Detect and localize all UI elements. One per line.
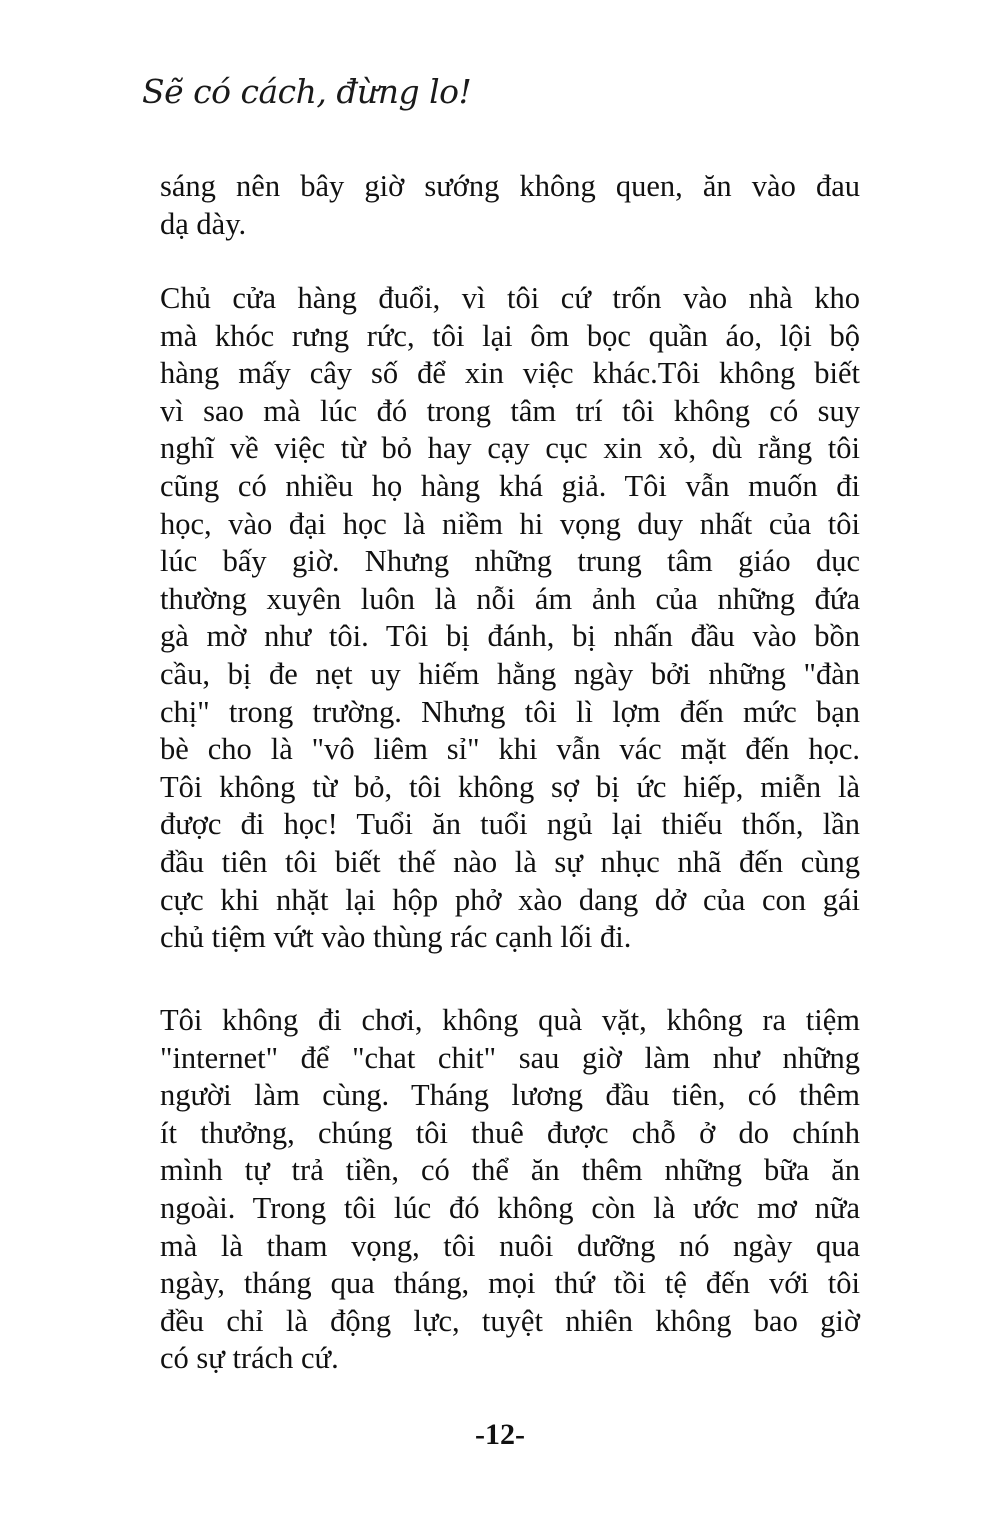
text-line: người làm cùng. Tháng lương đầu tiên, có thêm: [160, 1078, 860, 1113]
text-line: hàng mấy cây số để xin việc khác.Tôi không biết: [160, 356, 860, 391]
page-number: -12-: [475, 1418, 525, 1451]
text-line: có sự trách cứ.: [160, 1341, 339, 1376]
text-line: vì sao mà lúc đó trong tâm trí tôi không có suy: [160, 393, 860, 428]
running-header-title: Sẽ có cách, đừng lo!: [142, 72, 472, 111]
text-line: Tôi không đi chơi, không quà vặt, không ra tiệm: [160, 1003, 860, 1037]
text-line: Tôi không từ bỏ, tôi không sợ bị ức hiếp, miễn là: [160, 769, 860, 804]
text-line: mà là tham vọng, tôi nuôi dưỡng nó ngày qua: [160, 1228, 860, 1263]
text-line: học, vào đại học là niềm hi vọng duy nhất của tôi: [160, 506, 860, 541]
text-line: nghĩ về việc từ bỏ hay cạy cục xin xỏ, dù rằng tôi: [160, 431, 860, 466]
paragraph-3: [160, 1002, 860, 1378]
text-line: ít thưởng, chúng tôi thuê được chỗ ở do chính: [160, 1115, 860, 1150]
text-line: đầu tiên tôi biết thế nào là sự nhục nhã đến cùng: [160, 844, 860, 879]
text-line: cũng có nhiều họ hàng khá giả. Tôi vẫn muốn đi: [160, 468, 860, 503]
text-line: chủ tiệm vứt vào thùng rác cạnh lối đi.: [160, 920, 632, 955]
text-line: ngày, tháng qua tháng, mọi thứ tồi tệ đến với tôi: [160, 1266, 860, 1301]
text-line: chị" trong trường. Nhưng tôi lì lợm đến mức bạn: [160, 694, 860, 729]
paragraph-1: [160, 168, 860, 243]
text-line: cực khi nhặt lại hộp phở xào dang dở của con gái: [160, 882, 860, 917]
text-line: cầu, bị đe nẹt uy hiếm hằng ngày bởi những "đàn: [160, 656, 860, 691]
paragraph-2: [160, 280, 860, 957]
text-line: sáng nên bây giờ sướng không quen, ăn vào đau: [160, 169, 860, 203]
text-line: ngoài. Trong tôi lúc đó không còn là ước mơ nữa: [160, 1190, 860, 1225]
text-line: lúc bấy giờ. Nhưng những trung tâm giáo dục: [160, 544, 860, 579]
text-line: đều chỉ là động lực, tuyệt nhiên không bao giờ: [160, 1303, 860, 1338]
text-line: bè cho là "vô liêm sỉ" khi vẫn vác mặt đến học.: [160, 732, 860, 767]
text-line: mình tự trả tiền, có thể ăn thêm những bữa ăn: [160, 1153, 860, 1188]
text-line: thường xuyên luôn là nỗi ám ảnh của những đứa: [160, 581, 860, 616]
text-line: gà mờ như tôi. Tôi bị đánh, bị nhấn đầu vào bồn: [160, 619, 860, 654]
text-line: mà khóc rưng rức, tôi lại ôm bọc quần áo, lội bộ: [160, 318, 860, 353]
text-line: "internet" để "chat chit" sau giờ làm như những: [160, 1040, 860, 1075]
text-line: dạ dày.: [160, 206, 247, 241]
text-line: Chủ cửa hàng đuổi, vì tôi cứ trốn vào nhà kho: [160, 281, 860, 315]
text-line: được đi học! Tuổi ăn tuổi ngủ lại thiếu thốn, lần: [160, 807, 860, 842]
